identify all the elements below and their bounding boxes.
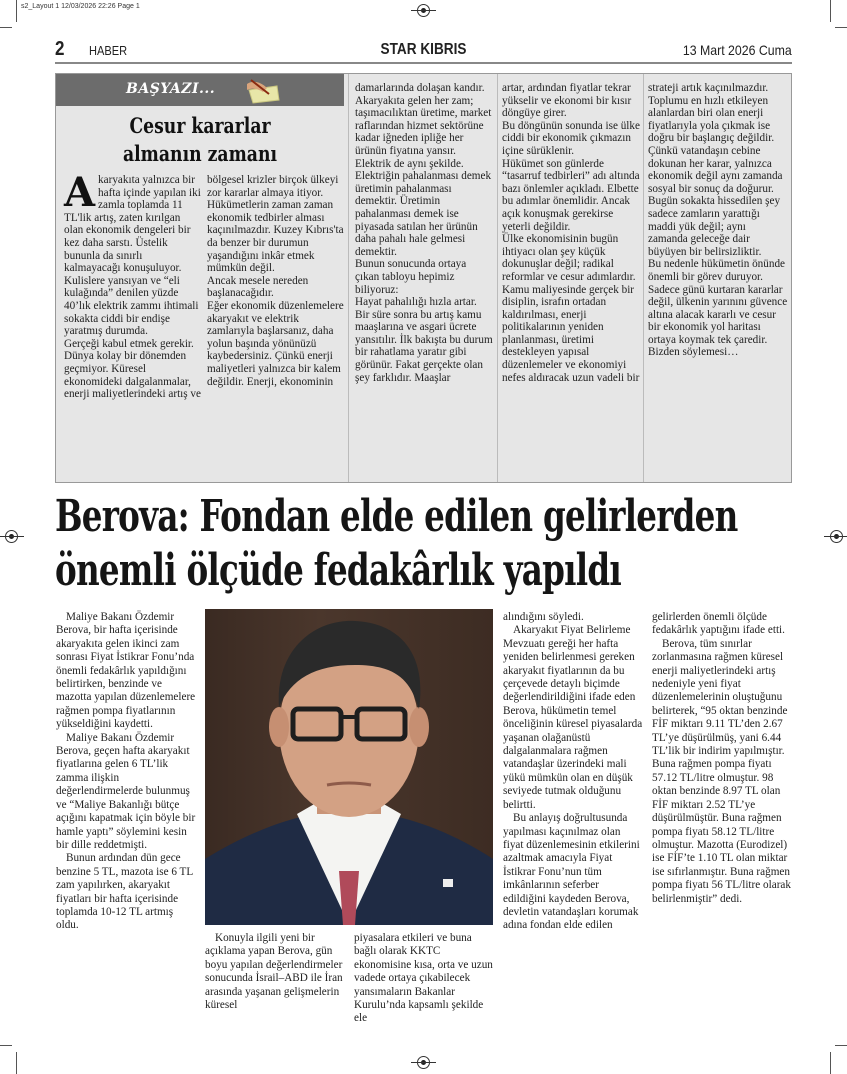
drop-cap: A <box>64 169 96 216</box>
editorial-column-4 <box>502 82 640 384</box>
headline-line: önemli ölçüde fedakârlık yapıldı <box>55 545 622 596</box>
editorial-column-3 <box>355 82 493 384</box>
editorial-paragraph: Sadece günü kurtaran kararlar değil, ülkenin yarınını güvence altına alacak kararlı ve cesur bir ekonomik yol haritası ortaya koymak tek çaredir. Bizden söylemesi… <box>648 283 788 359</box>
editorial-column-1 <box>64 169 201 401</box>
crop-mark <box>0 1045 12 1046</box>
article-headline <box>55 490 738 598</box>
page-number: 2 <box>55 38 65 60</box>
crop-mark <box>16 1052 17 1074</box>
print-slug: s2_Layout 1 12/03/2026 22:26 Page 1 <box>21 3 140 10</box>
headline-line: Berova: Fondan elde edilen gelirlerden <box>55 491 738 542</box>
registration-mark-icon <box>5 530 18 543</box>
article-paragraph: Bunun ardından dün gece benzine 5 TL, mazota ise 6 TL zam yapılırken, akaryakıt fiyatları bir hafta içerisinde toplamda 10-12 TL artmış oldu. <box>56 852 193 932</box>
article-paragraph: piyasalara etkileri ve buna bağlı olarak KKTC ekonomisine kısa, orta ve uzun vadede ortaya çıkabilecek yansımaların Bakanlar Kurulu’nda kapsamlı şekilde ele <box>354 932 493 1025</box>
editorial-title <box>82 112 318 168</box>
article-paragraph: Konuyla ilgili yeni bir açıklama yapan Berova, gün boyu yapılan değerlendirmeler sonucunda İsrail–ABD ile İran arasında yaşanan gelişmelerin küresel <box>205 932 343 1012</box>
minister-portrait-photo <box>205 609 493 925</box>
editorial-paragraph: Bugün sokakta hissedilen şey sadece zamların yarattığı maddi yük değil; aynı zamanda geleceğe dair büyüyen bir belirsizliktir. <box>648 195 781 258</box>
article-paragraph: gelirlerden önemli ölçüde fedakârlık yaptığını ifade etti. <box>652 611 785 637</box>
editorial-paragraph: Gerçeği kabul etmek gerekir. Dünya kolay bir dönemden geçmiyor. Küresel ekonomideki dalgalanmalar, enerji maliyetlerindeki artış ve <box>64 337 201 401</box>
crop-mark <box>16 0 17 22</box>
article-column-2 <box>205 932 345 1012</box>
article-column-3 <box>354 932 494 1026</box>
article-paragraph: Berova, tüm sınırlar zorlanmasına rağmen küresel enerji maliyetlerindeki artış nedeniyle yeni fiyat düzenlemelerinin oluştuğunu belirterek, “95 oktan benzinde FİF miktarı 9.11 TL’den 2.67 TL’ye düşürülmüş, yani 6.44 TL’lik bir indirim yapılmıştır. Buna rağmen pompa fiyatı 57.12 TL/litre olmuştur. 98 oktan benzinde 8.97 TL olan FİF miktarı 2.52 TL’ye düşürülmüştür. Buna rağmen pompa fiyatı 58.12 TL/litre olmuştur. Mazotta (Eurodizel) ise FİF’te 1.10 TL olan miktar ise sıfırlanmıştır. Buna rağmen pompa fiyatı 56 TL/litre olarak belirlenmiştir” dedi. <box>652 637 791 905</box>
editorial-paragraph: damarlarında dolaşan kandır. Akaryakıta gelen her zam; taşımacılıktan üretime, market raflarından hizmet sektörüne kadar iğneden ipliğe her ürünün fiyatına yansır. <box>355 82 492 157</box>
editorial-column-2 <box>207 174 344 388</box>
article-paragraph: alındığını söyledi. <box>503 611 584 623</box>
crop-mark <box>835 1045 847 1046</box>
article-paragraph: Maliye Bakanı Özdemir Berova, bir hafta içerisinde akaryakıta gelen ikinci zam sonrası Fiyat İstikrar Fonu’nda önemli fedakârlık yapıldığını belirtirken, benzinde ve mazotta yapılan düzenlemelere rağmen pompa fiyatlarının yükseldiğini kaydetti. <box>56 611 196 731</box>
crop-mark <box>830 0 831 22</box>
editorial-paragraph: Eğer ekonomik düzenlemelere akaryakıt ve elektrik zamlarıyla başlarsanız, daha yolun başında yönünüzü kaybedersiniz. Çünkü enerji maliyetleri yalnızca bir kalem değildir. Enerji, ekonominin <box>207 299 344 388</box>
editorial-paragraph: Kamu maliyesinde gerçek bir disiplin, israfın ortadan kaldırılması, enerji politikalarının yeniden planlanması, üretimi destekleyen yapısal düzenlemeler ve ekonomiyi nefes aldıracak uzun vadeli bir <box>502 283 640 384</box>
editorial-paragraph: Bu döngünün sonunda ise ülke ciddi bir ekonomik çıkmazın içine sürüklenir. <box>502 119 640 157</box>
editorial-paragraph: Elektrik de aynı şekilde. Elektriğin pahalanması demek üretimin pahalanması demektir. Üretimin pahalanması demek ise piyasada satılan her ürünün daha pahalı hale gelmesi demektir. <box>355 157 492 258</box>
editorial-title-line: Cesur kararlar <box>129 113 271 138</box>
issue-date: 13 Mart 2026 Cuma <box>683 42 792 58</box>
editorial-paragraph: Ancak mesele nereden başlanacağıdır. <box>207 274 309 300</box>
crop-mark <box>830 1052 831 1074</box>
article-column-5 <box>652 611 794 906</box>
editorial-banner <box>56 74 344 106</box>
article-column-1 <box>56 611 198 933</box>
editorial-paragraph: Toplumu en hızlı etkileyen alanlardan biri olan enerji fiyatlarıyla yola çıkmak ise doğru bir başlangıç değildir. <box>648 94 775 145</box>
page-header <box>55 38 792 64</box>
editorial-paragraph: Bunun sonucunda ortaya çıkan tabloyu hepimiz biliyoruz: <box>355 258 467 296</box>
crop-mark <box>0 27 12 28</box>
editorial-box <box>55 73 792 483</box>
editorial-label: BAŞYAZI... <box>126 81 216 97</box>
article-paragraph: Maliye Bakanı Özdemir Berova, geçen hafta akaryakıt fiyatlarına gelen 6 TL’lik zamma ilişkin değerlendirmelerde bulunmuş ve “Maliye Bakanlığı bütçe açığını kapatmak için böyle bir hamle yaptı” söylemini kesin bir dille reddetmişti. <box>56 731 196 851</box>
editorial-column-5 <box>648 82 788 359</box>
registration-mark-icon <box>417 4 430 17</box>
editorial-title-line: almanın zamanı <box>122 141 278 166</box>
editorial-paragraph: Ülke ekonomisinin bugün ihtiyacı olan şey küçük dokunuşlar değil; radikal reformlar ve cesur adımlardır. <box>502 233 636 283</box>
editorial-paragraph: Çünkü vatandaşın cebine dokunan her karar, yalnızca ekonomik değil aynı zamanda sosyal bir sonuç da doğurur. <box>648 144 783 195</box>
editorial-paragraph: strateji artık kaçınılmazdır. <box>648 82 769 94</box>
editorial-paragraph: Hayat pahalılığı hızla artar. <box>355 296 477 309</box>
column-divider <box>497 74 498 482</box>
editorial-paragraph: Bir süre sonra bu artış kamu maaşlarına ve asgari ücrete yansıtılır. İlk bakışta bu durum bir rahatlama yaratır gibi görünür. Fakat gerçekte olan şey farklıdır. Maaşlar <box>355 308 493 384</box>
portrait-illustration <box>205 609 493 925</box>
article-paragraph: Akaryakıt Fiyat Belirleme Mevzuatı gereği her hafta yeniden belirlenmesi gereken akaryakıt fiyatlarının da bu çerçevede detaylı biçimde değerlendirildiğini ifade eden Berova, hükümetin temel önceliğinin küresel piyasalarda yaşanan olağanüstü dalgalanmalara rağmen vatandaşlar üzerindeki mali yükü mümkün olan en düşük seviyede tutmak olduğunu belirtti. <box>503 624 643 811</box>
masthead: STAR KIBRIS <box>380 41 467 58</box>
registration-mark-icon <box>417 1056 430 1069</box>
editorial-paragraph: Hükümet son günlerde “tasarruf tedbirleri” adı altında bazı önlemler açıkladı. Elbette bu adımlar önemlidir. Ancak açık konuşmak gerekirse yeterli değildir. <box>502 157 640 233</box>
editorial-paragraph: Bu nedenle hükümetin önünde önemli bir görev duruyor. <box>648 258 786 283</box>
editorial-paragraph: bölgesel krizler birçok ülkeyi zor kararlar almaya itiyor. Hükümetlerin zaman zaman ekonomik tedbirler alması kaçınılmazdır. Kuzey Kıbrıs'ta da benzer bir durumun yaşandığını inkâr etmek mümkün değil. <box>207 174 344 275</box>
pen-writing-icon <box>241 78 281 104</box>
crop-mark <box>835 27 847 28</box>
editorial-paragraph: artar, ardından fiyatlar tekrar yükselir ve ekonomi bir kısır döngüye girer. <box>502 82 632 120</box>
section-name: HABER <box>89 43 128 58</box>
article-column-4 <box>503 611 643 933</box>
column-divider <box>348 74 349 482</box>
article-paragraph: Bu anlayış doğrultusunda yapılması kaçınılmaz olan fiyat düzenlemesinin etkilerini azaltmak amacıyla Fiyat İstikrar Fonu’nun tüm imkânlarının seferber edildiğini kaydeden Berova, devletin vatandaşları korumak adına fondan elde edilen <box>503 812 640 932</box>
registration-mark-icon <box>830 530 843 543</box>
editorial-paragraph: karyakıta yalnızca bir hafta içinde yapılan iki zamla toplamda 11 TL'lik artış, zaten kırılgan olan ekonomik dengeleri bir kez daha sarstı. Üstelik bununla da sınırlı kalmayacağı konuşuluyor. Kulislere yansıyan ve “eli kulağında” denilen yüzde 40’lık elektrik zammı ihtimali sokakta ciddi bir endişe yaratmış durumda. <box>64 174 201 338</box>
column-divider <box>643 74 644 482</box>
